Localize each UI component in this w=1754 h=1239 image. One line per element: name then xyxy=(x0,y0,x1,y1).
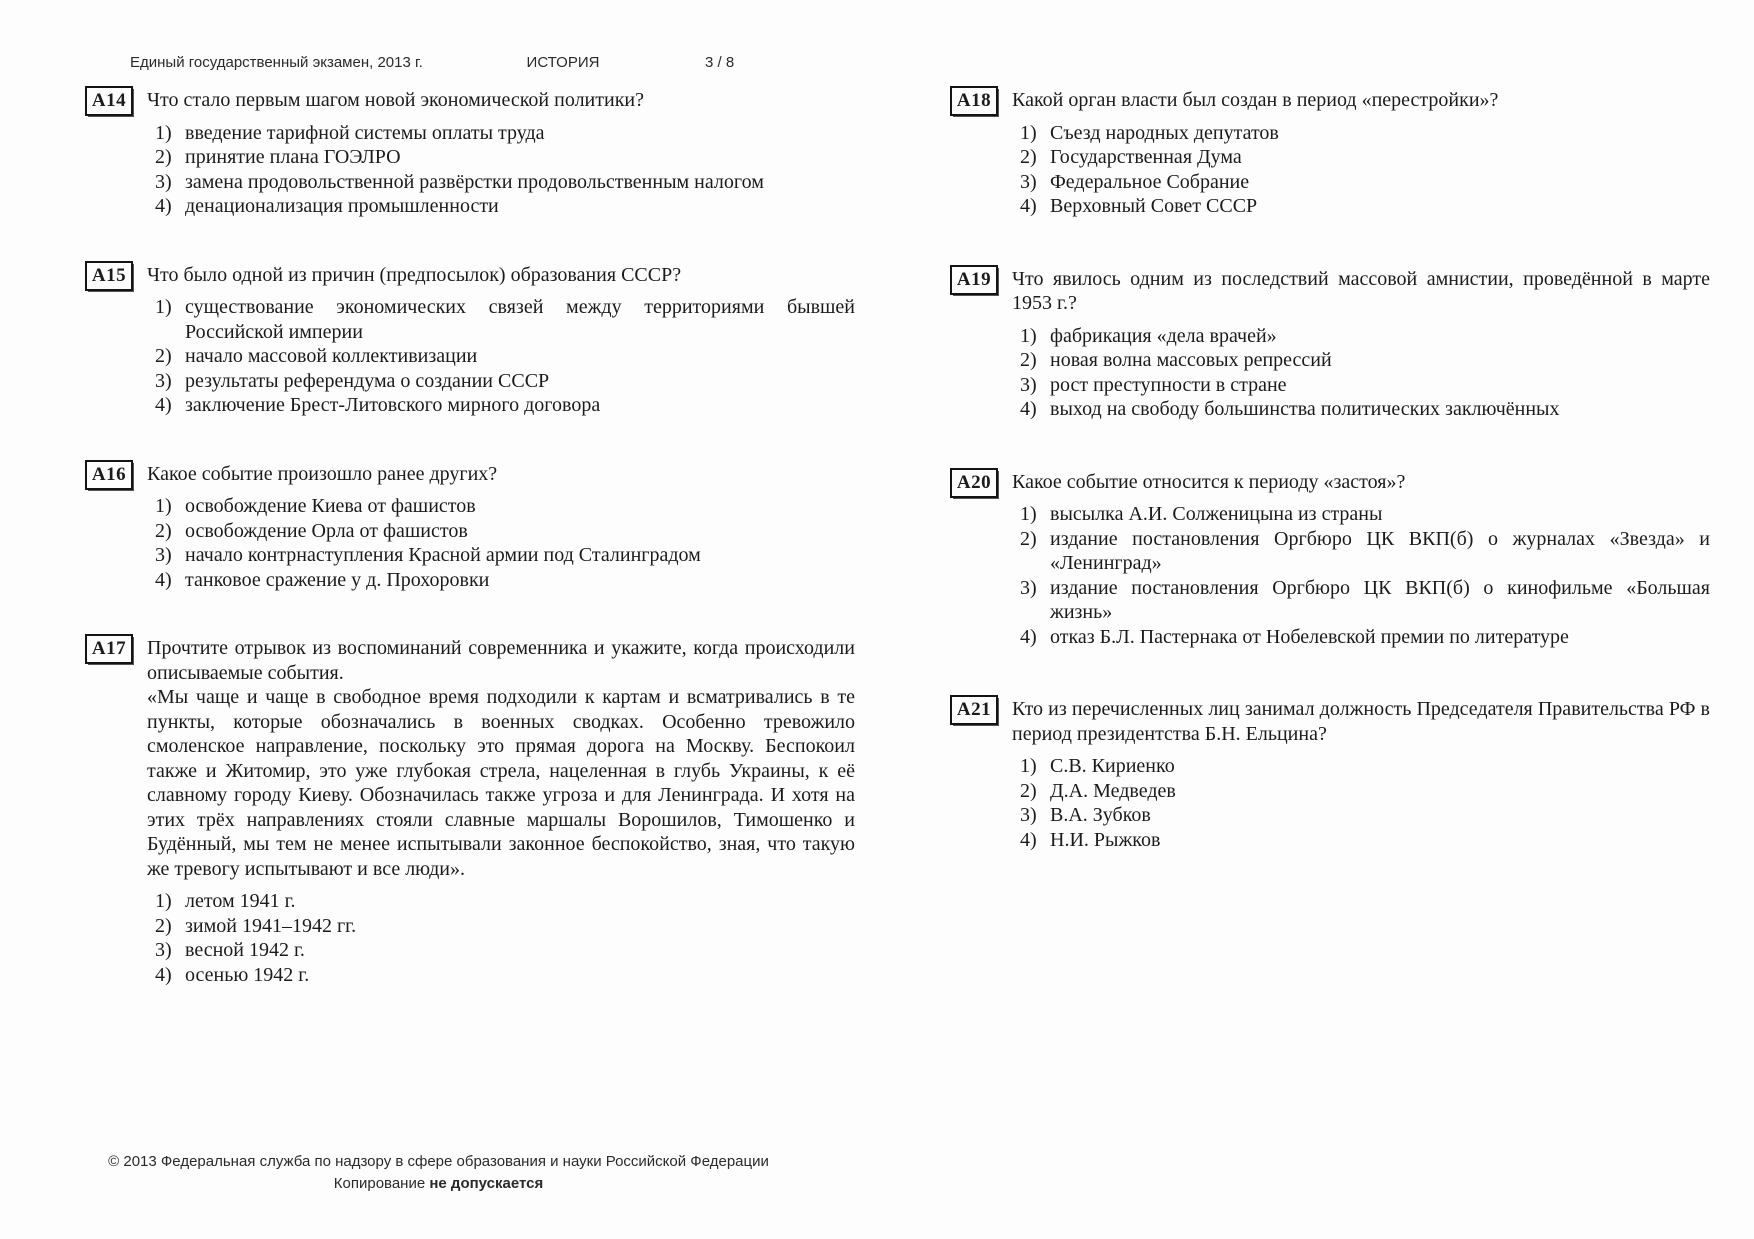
option-number: 1) xyxy=(1020,324,1037,347)
options-list xyxy=(1012,324,1710,422)
question-text: Какое событие произошло ранее других? xyxy=(147,462,498,485)
option-item xyxy=(1020,625,1710,650)
option-number: 1) xyxy=(155,296,172,318)
option-text: принятие плана ГОЭЛРО xyxy=(185,146,401,168)
option-item xyxy=(155,568,855,593)
option-number: 2) xyxy=(155,146,172,168)
option-number: 3) xyxy=(155,939,172,961)
page-footer xyxy=(0,1151,877,1195)
question-block xyxy=(85,462,855,593)
option-number: 3) xyxy=(155,369,172,392)
question-block xyxy=(85,88,855,219)
option-text: Съезд народных депутатов xyxy=(1050,121,1279,144)
question-block xyxy=(85,636,855,987)
option-number: 2) xyxy=(1020,349,1037,371)
question-id-box: А16 xyxy=(85,460,133,490)
option-number: 4) xyxy=(1020,625,1037,648)
option-number: 3) xyxy=(1020,576,1037,599)
options-list xyxy=(1012,121,1710,219)
option-text: выход на свободу большинства политических заключённых xyxy=(1050,398,1560,420)
question-text: Прочтите отрывок из воспоминаний современника и укажите, когда происходили описываемые события. xyxy=(147,637,855,684)
option-text: В.А. Зубков xyxy=(1050,804,1151,826)
question-body xyxy=(1012,267,1710,422)
option-number: 3) xyxy=(155,170,172,193)
option-number: 4) xyxy=(155,394,172,416)
options-list xyxy=(1012,754,1710,852)
option-number: 3) xyxy=(155,544,172,566)
option-number: 4) xyxy=(1020,828,1037,851)
question-block xyxy=(950,697,1710,852)
option-text: результаты референдума о создании СССР xyxy=(185,369,550,392)
option-text: Федеральное Собрание xyxy=(1050,170,1250,193)
question-block xyxy=(950,470,1710,650)
option-item xyxy=(1020,502,1710,527)
option-text: танковое сражение у д. Прохоровки xyxy=(185,568,490,591)
option-number: 3) xyxy=(1020,804,1037,826)
option-item xyxy=(1020,828,1710,853)
option-text: начало контрнаступления Красной армии под Сталинградом xyxy=(185,544,701,566)
option-text: высылка А.И. Солженицына из страны xyxy=(1050,503,1383,525)
option-item xyxy=(1020,803,1710,828)
option-item xyxy=(155,295,855,344)
option-item xyxy=(155,393,855,418)
option-item xyxy=(155,963,855,988)
header-subject: ИСТОРИЯ xyxy=(526,54,600,71)
options-list xyxy=(147,121,855,219)
option-text: замена продовольственной развёрстки продовольственным налогом xyxy=(185,170,764,193)
question-id-box: А21 xyxy=(950,695,998,725)
footer-notice-bold: не допускается xyxy=(429,1175,544,1192)
question-body xyxy=(1012,470,1710,650)
option-number: 4) xyxy=(1020,195,1037,217)
option-item xyxy=(1020,324,1710,349)
option-number: 1) xyxy=(155,495,172,517)
option-text: зимой 1941–1942 гг. xyxy=(185,914,357,937)
option-text: заключение Брест-Литовского мирного договора xyxy=(185,394,601,416)
option-text: С.В. Кириенко xyxy=(1050,755,1175,777)
option-item xyxy=(155,519,855,544)
option-text: существование экономических связей между территориями бывшей Российской империи xyxy=(185,296,855,343)
option-item xyxy=(1020,194,1710,219)
option-number: 4) xyxy=(155,195,172,217)
option-number: 4) xyxy=(155,568,172,591)
option-number: 2) xyxy=(155,519,172,542)
question-id-box: А17 xyxy=(85,634,133,664)
question-block xyxy=(950,267,1710,422)
option-number: 2) xyxy=(1020,527,1037,550)
option-text: введение тарифной системы оплаты труда xyxy=(185,121,545,144)
option-item xyxy=(1020,527,1710,576)
options-list xyxy=(147,295,855,418)
question-block xyxy=(950,88,1710,219)
question-text: Какое событие относится к периоду «застоя»? xyxy=(1012,470,1406,493)
option-item xyxy=(1020,779,1710,804)
option-text: издание постановления Оргбюро ЦК ВКП(б) о кинофильме «Большая жизнь» xyxy=(1050,576,1710,623)
option-text: весной 1942 г. xyxy=(185,939,305,961)
question-body xyxy=(147,263,855,418)
option-number: 2) xyxy=(1020,779,1037,802)
option-number: 1) xyxy=(1020,503,1037,525)
option-item xyxy=(1020,397,1710,422)
question-id-box: А14 xyxy=(85,86,133,116)
question-id-box: А18 xyxy=(950,86,998,116)
option-text: начало массовой коллективизации xyxy=(185,345,478,367)
column-left xyxy=(85,88,855,1031)
footer-copyright: © 2013 Федеральная служба по надзору в сфере образования и науки Российской Федерации xyxy=(108,1153,769,1170)
option-number: 1) xyxy=(1020,121,1037,144)
option-text: денационализация промышленности xyxy=(185,195,499,217)
option-text: отказ Б.Л. Пастернака от Нобелевской премии по литературе xyxy=(1050,625,1569,648)
header-exam-title: Единый государственный экзамен, 2013 г. xyxy=(130,54,423,71)
option-item xyxy=(155,369,855,394)
option-item xyxy=(155,543,855,568)
option-text: новая волна массовых репрессий xyxy=(1050,349,1332,371)
question-text: Что стало первым шагом новой экономической политики? xyxy=(147,89,645,111)
option-text: осенью 1942 г. xyxy=(185,963,310,986)
question-quote: «Мы чаще и чаще в свободное время подходили к картам и всматривались в те пункты, которые обозначались в военных сводках. Особенно тревожило смоленское направление, поскольку это прямая дорога на Москву. Беспокоил также и Житомир, это уже глубокая стрела, нацеленная в глубь Украины, к её славному городу Киеву. Обозначилась также угроза и для Ленинграда. И хотя на этих трёх направлениях стояли славные маршалы Ворошилов, Тимошенко и Будённый, мы тем не менее испытывали законное беспокойство, зная, что такую же тревогу испытывают и все люди». xyxy=(147,686,855,880)
options-list xyxy=(147,494,855,592)
option-item xyxy=(1020,576,1710,625)
question-body xyxy=(1012,697,1710,852)
question-id-box: А20 xyxy=(950,468,998,498)
option-item xyxy=(155,121,855,146)
options-list xyxy=(147,889,855,987)
option-item xyxy=(155,494,855,519)
option-item xyxy=(155,194,855,219)
option-number: 4) xyxy=(1020,398,1037,420)
question-text: Какой орган власти был создан в период «перестройки»? xyxy=(1012,89,1499,111)
option-item xyxy=(155,344,855,369)
question-id-box: А19 xyxy=(950,265,998,295)
option-item xyxy=(155,889,855,914)
question-id-box: А15 xyxy=(85,261,133,291)
option-text: освобождение Киева от фашистов xyxy=(185,495,476,517)
option-item xyxy=(155,938,855,963)
footer-notice xyxy=(0,1173,877,1195)
question-text: Что явилось одним из последствий массовой амнистии, проведённой в марте 1953 г.? xyxy=(1012,267,1710,314)
option-number: 1) xyxy=(1020,755,1037,777)
question-text: Кто из перечисленных лиц занимал должность Председателя Правительства РФ в период президентства Б.Н. Ельцина? xyxy=(1012,698,1710,745)
option-text: Н.И. Рыжков xyxy=(1050,828,1161,851)
option-item xyxy=(1020,145,1710,170)
option-text: Д.А. Медведев xyxy=(1050,779,1176,802)
option-number: 1) xyxy=(155,121,172,144)
option-number: 3) xyxy=(1020,373,1037,396)
header-page-number: 3 / 8 xyxy=(705,54,735,71)
option-item xyxy=(1020,170,1710,195)
question-block xyxy=(85,263,855,418)
option-item xyxy=(1020,121,1710,146)
option-text: фабрикация «дела врачей» xyxy=(1050,324,1277,347)
column-right xyxy=(950,88,1710,900)
options-list xyxy=(1012,502,1710,649)
option-item xyxy=(1020,348,1710,373)
option-text: издание постановления Оргбюро ЦК ВКП(б) о журналах «Звезда» и «Ленинград» xyxy=(1050,527,1710,574)
page-header xyxy=(0,54,877,74)
option-number: 4) xyxy=(155,963,172,986)
option-number: 2) xyxy=(155,345,172,367)
option-item xyxy=(155,914,855,939)
option-number: 2) xyxy=(155,914,172,937)
option-number: 1) xyxy=(155,890,172,912)
question-body xyxy=(147,636,855,987)
option-item xyxy=(1020,373,1710,398)
option-text: Государственная Дума xyxy=(1050,146,1242,168)
page-right xyxy=(877,0,1754,1239)
question-body xyxy=(1012,88,1710,219)
option-item xyxy=(155,170,855,195)
option-text: летом 1941 г. xyxy=(185,890,296,912)
question-text: Что было одной из причин (предпосылок) образования СССР? xyxy=(147,263,682,286)
option-item xyxy=(1020,754,1710,779)
option-text: освобождение Орла от фашистов xyxy=(185,519,468,542)
option-text: рост преступности в стране xyxy=(1050,373,1287,396)
question-body xyxy=(147,88,855,219)
option-item xyxy=(155,145,855,170)
footer-notice-prefix: Копирование xyxy=(333,1175,430,1192)
option-number: 2) xyxy=(1020,146,1037,168)
option-text: Верховный Совет СССР xyxy=(1050,195,1258,217)
option-number: 3) xyxy=(1020,170,1037,193)
question-body xyxy=(147,462,855,593)
